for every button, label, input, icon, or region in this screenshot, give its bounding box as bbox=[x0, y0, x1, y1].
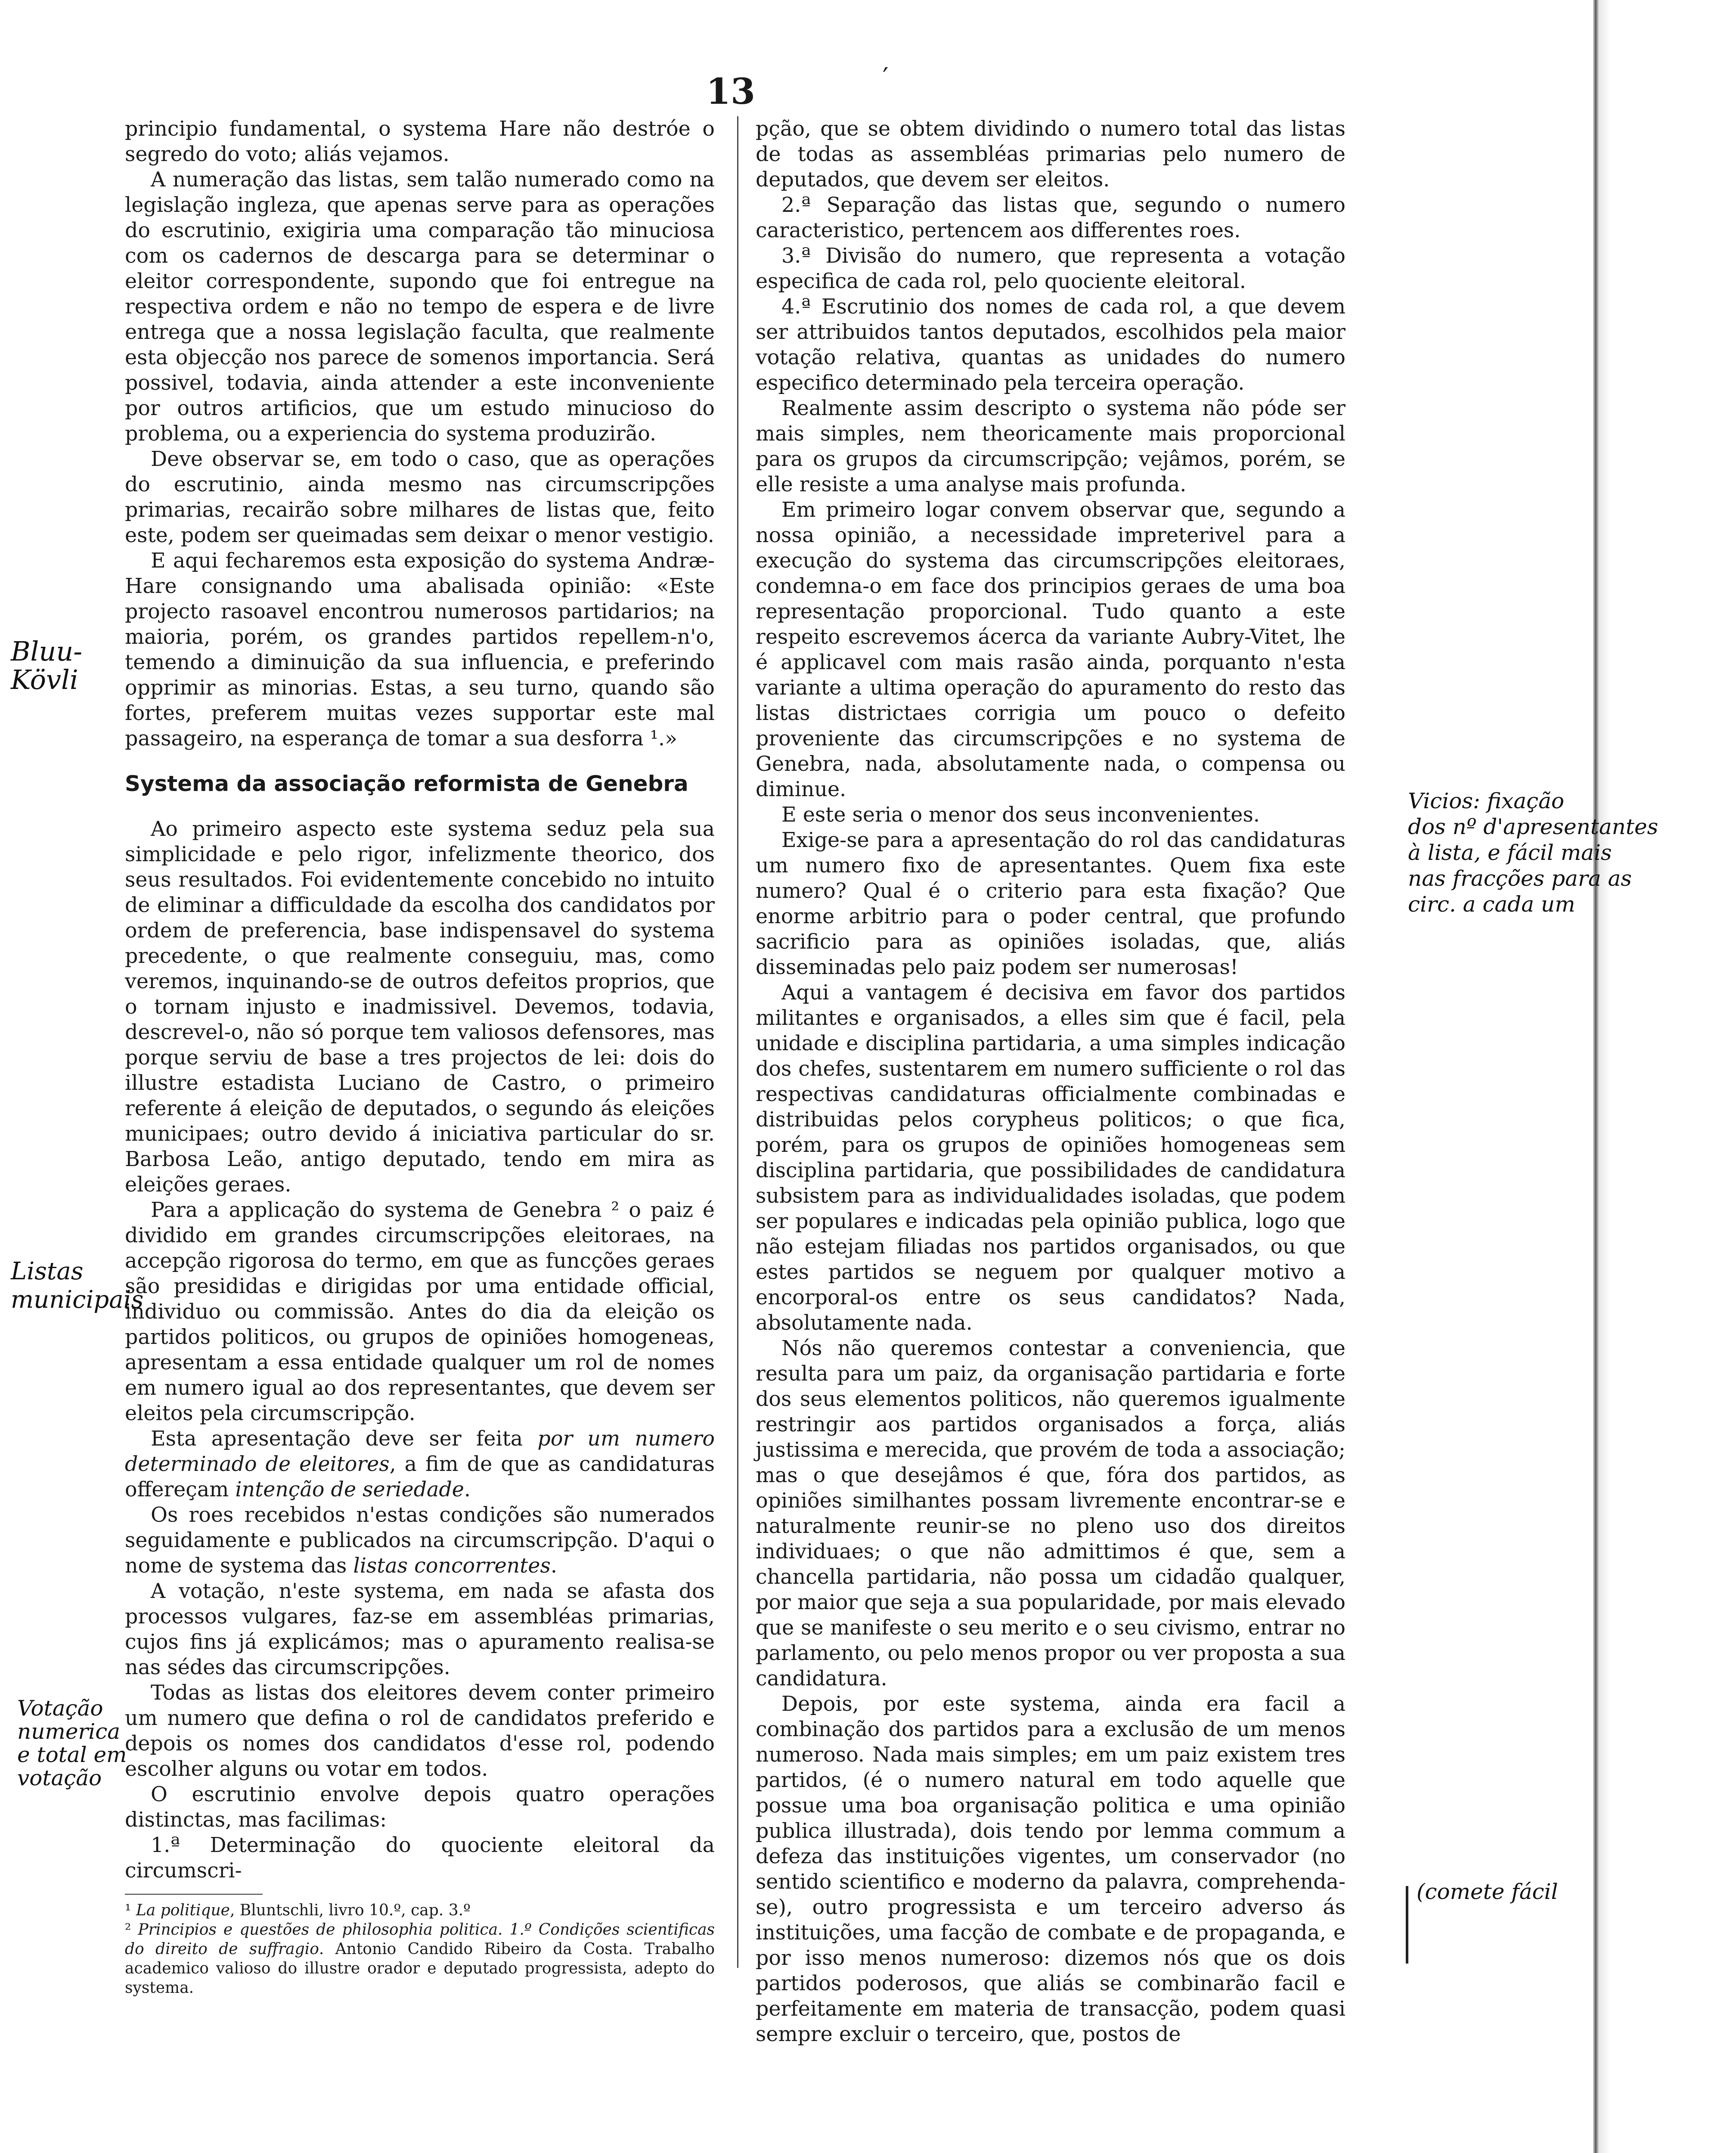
handwritten-note: Bluu- Kövli bbox=[11, 636, 83, 695]
right-column bbox=[756, 116, 1345, 2047]
paragraph: E este seria o menor dos seus inconvenientes. bbox=[781, 803, 1260, 827]
left-column bbox=[125, 116, 715, 1998]
scan-edge-right bbox=[1593, 0, 1736, 2153]
italic-phrase: listas concorrentes bbox=[353, 1554, 551, 1578]
paragraph: principio fundamental, o systema Hare não destróe o segredo do voto; aliás vejamos. bbox=[125, 117, 715, 166]
paragraph: Depois, por este systema, ainda era facil a combinação dos partidos para a exclusão de um menos numeroso. Nada mais simples; em um paiz existem tres partidos, (é o numero natural em todo aquelle que possue uma boa organisação politica e uma opinião publica illustrada), dois tendo por lemma commum a defeza das instituições vigentes, um conservador (no sentido scientifico e moderno da palavra, comprehenda-se), outro progressista e um terceiro adverso ás instituições, uma facção de combate e de propaganda, e por isso menos numeroso: dizemos nós que os dois partidos poderosos, que aliás se combinarão facil e perfeitamente em materia de transacção, podem quasi sempre excluir o terceiro, que, postos de bbox=[756, 1692, 1345, 2046]
paragraph: Os roes recebidos n'estas condições são numerados seguidamente e publicados na circumscripção. D'aqui o nome de systema das listas concorrentes. bbox=[125, 1503, 715, 1578]
footnote: ¹ La politique, Bluntschli, livro 10.º, cap. 3.º bbox=[125, 1902, 471, 1919]
paragraph: E aqui fecharemos esta exposição do systema Andræ-Hare consignando uma abalisada opinião: «Este projecto rasoavel encontrou numerosos partidarios; na maioria, porém, os grandes partidos repellem-n'o, temendo a diminuição da sua influencia, e preferindo opprimir as minorias. Estas, a seu turno, quando são fortes, preferem muitas vezes supportar este mal passageiro, na esperança de tomar a sua desforra ¹.» bbox=[125, 549, 715, 751]
paragraph: 3.ª Divisão do numero, que representa a votação especifica de cada rol, pelo quociente eleitoral. bbox=[756, 244, 1345, 293]
paragraph: 4.ª Escrutinio dos nomes de cada rol, a que devem ser attribuidos tantos deputados, escolhidos pela maior votação relativa, quantas as unidades do numero especifico determinado pela terceira operação. bbox=[756, 295, 1345, 395]
paragraph: O escrutinio envolve depois quatro operações distinctas, mas facilimas: bbox=[125, 1783, 715, 1832]
paragraph: pção, que se obtem dividindo o numero total das listas de todas as assembléas primarias pelo numero de deputados, que devem ser eleitos. bbox=[756, 117, 1345, 192]
paragraph: Exige-se para a apresentação do rol das candidaturas um numero fixo de apresentantes. Quem fixa este numero? Qual é o criterio para esta fixação? Que enorme arbitrio para o poder central, que profundo sacrificio para as opiniões isoladas, que, aliás disseminadas pelo paiz podem ser numerosas! bbox=[756, 828, 1345, 979]
page-number: 13 bbox=[706, 71, 756, 112]
paragraph: A votação, n'este systema, em nada se afasta dos processos vulgares, faz-se em assembléas primarias, cujos fins já explicámos; mas o apuramento realisa-se nas sédes das circumscripções. bbox=[125, 1579, 715, 1679]
margin-bar bbox=[1406, 1886, 1408, 1964]
footnote-rule bbox=[125, 1894, 263, 1895]
paragraph: A numeração das listas, sem talão numerado como na legislação ingleza, que apenas serve para as operações do escrutinio, exigiria uma comparação tão minuciosa com os cadernos de descarga para se determinar o eleitor correspondente, supondo que foi entregue na respectiva ordem e não no tempo de espera e de livre entrega que a nossa legislação faculta, que realmente esta objecção nos parece de somenos importancia. Será possivel, todavia, ainda attender a este inconveniente por outros artificios, que um estudo minucioso do problema, ou a experiencia do systema produzirão. bbox=[125, 168, 715, 446]
paragraph: Em primeiro logar convem observar que, segundo a nossa opinião, a necessidade impreterivel para a execução do systema das circumscripções eleitoraes, condemna-o em face dos principios geraes de uma boa representação proporcional. Tudo quanto a este respeito escrevemos ácerca da variante Aubry-Vitet, lhe é applicavel com mais rasão ainda, porquanto n'esta variante a ultima operação do apuramento do resto das listas districtaes corrigia um pouco o defeito proveniente das circumscripções e no systema de Genebra, nada, absolutamente nada, o compensa ou diminue. bbox=[756, 498, 1345, 801]
section-title: Systema da associação reformista de Genebra bbox=[125, 771, 688, 796]
paragraph: 2.ª Separação das listas que, segundo o numero caracteristico, pertencem aos differentes roes. bbox=[756, 193, 1345, 242]
paragraph: Ao primeiro aspecto este systema seduz pela sua simplicidade e pelo rigor, infelizmente theorico, dos seus resultados. Foi evidentemente concebido no intuito de eliminar a difficuldade da escolha dos candidatos por ordem de preferencia, base indispensavel do systema precedente, o que realmente conseguiu, mas, como veremos, inquinando-se de outros defeitos proprios, que o tornam injusto e inadmissivel. Devemos, todavia, descrevel-o, não só porque tem valiosos defensores, mas porque serviu de base a tres projectos de lei: dois do illustre estadista Luciano de Castro, o primeiro referente á eleição de deputados, o segundo ás eleições municipaes; outro devido á iniciativa particular do sr. Barbosa Leão, antigo deputado, tendo em mira as eleições geraes. bbox=[125, 817, 715, 1197]
handwritten-note: Vicios: fixação dos nº d'apresentantes à lista, e fácil mais nas fracções para as circ. a cada um bbox=[1408, 788, 1658, 917]
paragraph: Realmente assim descripto o systema não póde ser mais simples, nem theoricamente mais proporcional para os grupos da circumscripção; vejâmos, porém, se elle resiste a uma analyse mais profunda. bbox=[756, 397, 1345, 496]
paragraph: Esta apresentação deve ser feita por um numero determinado de eleitores, a fim de que as candidaturas offereçam intenção de seriedade. bbox=[125, 1427, 715, 1502]
paragraph: Deve observar se, em todo o caso, que as operações do escrutinio, ainda mesmo nas circumscripções primarias, recairão sobre milhares de listas que, feito este, podem ser queimadas sem deixar o menor vestigio. bbox=[125, 447, 715, 547]
handwritten-note: Votação numerica e total em votação bbox=[17, 1696, 127, 1790]
paragraph: Para a applicação do systema de Genebra ² o paiz é dividido em grandes circumscripções eleitoraes, na accepção rigorosa do termo, em que as funcções geraes são presididas e dirigidas por uma entidade official, individuo ou commissão. Antes do dia da eleição os partidos politicos, ou grupos de opiniões homogeneas, apresentam a essa entidade qualquer um rol de nomes em numero igual ao dos representantes, que devem ser eleitos pela circumscripção. bbox=[125, 1198, 715, 1425]
footnotes bbox=[125, 1894, 715, 1998]
paragraph: 1.ª Determinação do quociente eleitoral da circumscri- bbox=[125, 1833, 715, 1883]
paragraph: Aqui a vantagem é decisiva em favor dos partidos militantes e organisados, a elles sim que é facil, pela unidade e disciplina partidaria, a uma simples indicação dos chefes, sustentarem em numero sufficiente o rol das respectivas candidaturas officialmente combinadas e distribuidas pelos corypheus politicos; o que fica, porém, para os grupos de opiniões homogeneas sem disciplina partidaria, que possibilidades de candidatura subsistem para as individualidades isoladas, que podem ser populares e indicadas pela opinião publica, logo que não estejam filiadas nos partidos organisados, ou que estes partidos se neguem por qualquer motivo a encorporal-os entre os seus candidatos? Nada, absolutamente nada. bbox=[756, 981, 1345, 1335]
handwritten-note: (comete fácil bbox=[1417, 1879, 1558, 1904]
paragraph: Todas as listas dos eleitores devem conter primeiro um numero que defina o rol de candidatos preferido e depois os nomes dos candidatos d'esse rol, podendo escolher alguns ou votar em todos. bbox=[125, 1681, 715, 1781]
handwritten-note: Listas municipais bbox=[11, 1257, 144, 1314]
italic-phrase: por um numero determinado de eleitores bbox=[125, 1427, 715, 1476]
column-divider bbox=[737, 116, 738, 1968]
paragraph: Nós não queremos contestar a conveniencia, que resulta para um paiz, da organisação partidaria e forte dos seus elementos politicos, não queremos igualmente restringir aos partidos organisados a força, aliás justissima e merecida, que provém de toda a associação; mas o que desejâmos é que, fóra dos partidos, as opiniões similhantes possam livremente encontrar-se e naturalmente reunir-se no pleno uso dos direitos individuaes; o que não admittimos é que, sem a chancella partidaria, não possa um cidadão qualquer, por maior que seja a sua popularidade, por mais elevado que se manifeste o seu merito e o seu civismo, entrar no parlamento, ou pelo menos propor ou ver proposta a sua candidatura. bbox=[756, 1337, 1345, 1691]
pencil-tick-mark: ′ bbox=[883, 62, 889, 93]
footnote: ² Principios e questões de philosophia politica. 1.º Condições scientificas do direito de suffragio. Antonio Candido Ribeiro da Costa. Trabalho academico valioso do illustre orador e deputado progressista, adepto do systema. bbox=[125, 1921, 715, 1997]
italic-phrase: intenção de seriedade bbox=[235, 1478, 464, 1502]
